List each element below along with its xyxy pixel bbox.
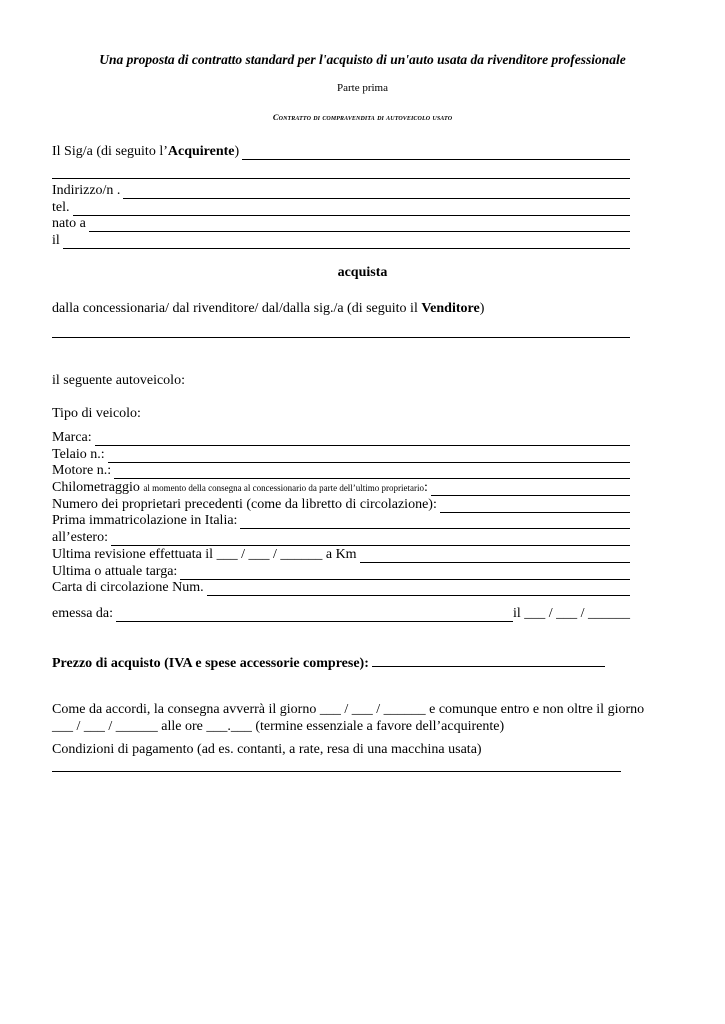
brand-field[interactable]	[95, 433, 630, 446]
first-registration-field[interactable]	[240, 516, 630, 529]
chassis-row[interactable]	[52, 446, 630, 463]
first-registration-row[interactable]	[52, 512, 630, 529]
mileage-row[interactable]	[52, 479, 630, 496]
delivery-line-1[interactable]: Come da accordi, la consegna avverrà il giorno ___ / ___ / ______ e comunque entro e non oltre il giorno	[52, 702, 645, 717]
buyer-intro-bold: Acquirente	[167, 144, 235, 159]
mileage-note: al momento della consegna al concessionario da parte dell’ultimo proprietario	[143, 483, 425, 493]
buyer-birthdate-row[interactable]	[52, 232, 630, 249]
buyer-address-row[interactable]	[52, 182, 630, 199]
buyer-extra-line[interactable]	[52, 178, 630, 179]
buyer-birthplace-row[interactable]	[52, 215, 630, 232]
engine-label: Motore n.:	[52, 463, 112, 478]
abroad-label: all’estero:	[52, 530, 108, 545]
mileage-label: Chilometraggio	[52, 480, 140, 495]
seller-intro	[52, 300, 484, 317]
payment-label: Condizioni di pagamento (ad es. contanti, a rate, resa di una macchina usata)	[52, 742, 482, 757]
document-subtitle: Parte prima	[336, 82, 388, 94]
owners-label: Numero dei proprietari precedenti (come da libretto di circolazione):	[52, 497, 437, 512]
birthplace-label: nato a	[52, 216, 86, 231]
brand-row[interactable]	[52, 429, 630, 446]
chassis-label: Telaio n.:	[52, 447, 105, 462]
revision-km-field[interactable]	[360, 550, 630, 563]
contract-heading	[0, 112, 725, 122]
birthplace-field[interactable]	[89, 219, 630, 232]
buyer-intro-prefix: Il Sig/a (di seguito l’	[52, 144, 168, 159]
registration-card-label: Carta di circolazione Num.	[52, 580, 204, 595]
vehicle-type-label: Tipo di veicolo:	[52, 406, 141, 421]
price-row[interactable]	[52, 654, 605, 672]
action-heading: acquista	[337, 265, 388, 280]
engine-field[interactable]	[114, 466, 630, 479]
seller-name-field[interactable]	[52, 337, 630, 338]
plate-row[interactable]	[52, 563, 630, 580]
delivery-line-2[interactable]: ___ / ___ / ______ alle ore ___.___ (termine essenziale a favore dell’acquirente)	[52, 719, 505, 734]
registration-card-field[interactable]	[207, 583, 630, 596]
address-field[interactable]	[123, 186, 630, 199]
birthdate-field[interactable]	[63, 236, 630, 249]
contract-heading-text: Contratto di compravendita di autoveicolo usato	[272, 112, 453, 122]
mileage-colon: :	[424, 480, 428, 495]
birthdate-label: il	[52, 233, 60, 248]
revision-label: Ultima revisione effettuata il ___ / ___ / ______ a Km	[52, 547, 357, 562]
price-label: Prezzo di acquisto (IVA e spese accessorie comprese):	[52, 656, 369, 671]
abroad-field[interactable]	[111, 533, 630, 546]
brand-label: Marca:	[52, 430, 92, 445]
address-label: Indirizzo/n .	[52, 183, 121, 198]
issued-by-label: emessa da:	[52, 606, 114, 621]
seller-bold: Venditore	[421, 301, 480, 316]
price-field[interactable]	[372, 654, 605, 667]
revision-row[interactable]	[52, 546, 630, 563]
buyer-name-row[interactable]	[52, 143, 630, 160]
issued-date[interactable]: il ___ / ___ / ______	[512, 606, 630, 621]
first-registration-label: Prima immatricolazione in Italia:	[52, 513, 238, 528]
engine-row[interactable]	[52, 462, 630, 479]
owners-row[interactable]	[52, 496, 630, 513]
phone-label: tel.	[52, 200, 70, 215]
mileage-field[interactable]	[431, 483, 630, 496]
plate-label: Ultima o attuale targa:	[52, 564, 178, 579]
buyer-phone-row[interactable]	[52, 199, 630, 216]
payment-field[interactable]	[52, 771, 621, 772]
seller-prefix: dalla concessionaria/ dal rivenditore/ dal/dalla sig./a (di seguito il	[52, 301, 422, 316]
issued-by-row[interactable]	[52, 605, 630, 622]
buyer-intro-suffix: )	[234, 144, 240, 159]
abroad-row[interactable]	[52, 529, 630, 546]
seller-suffix: )	[479, 301, 485, 316]
issued-by-field[interactable]	[116, 609, 513, 622]
registration-card-row[interactable]	[52, 579, 630, 596]
buyer-name-field[interactable]	[242, 147, 630, 160]
vehicle-intro: il seguente autoveicolo:	[52, 373, 185, 388]
document-title: Una proposta di contratto standard per l'acquisto di un'auto usata da rivenditore professionale	[99, 52, 626, 67]
mileage-label-group	[52, 480, 428, 496]
buyer-intro	[52, 144, 239, 160]
